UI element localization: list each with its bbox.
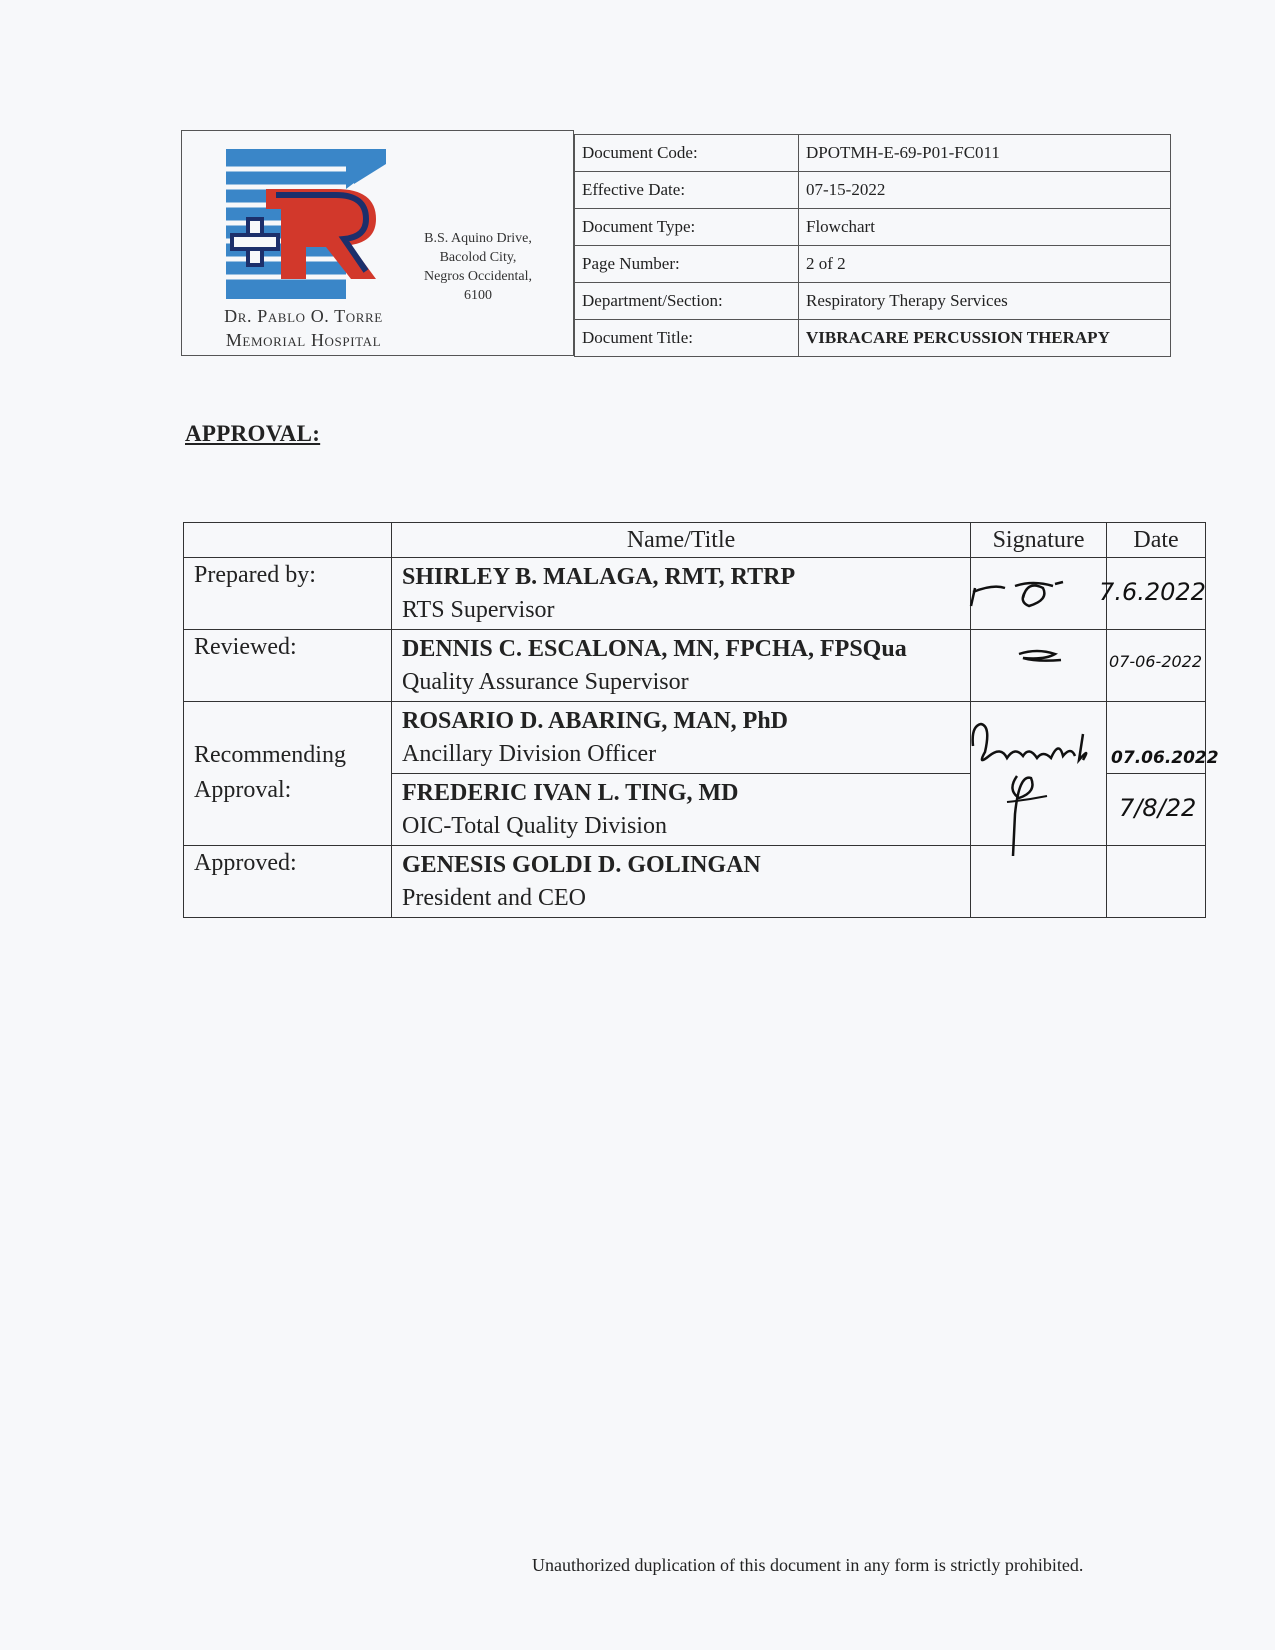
hospital-address [408, 229, 548, 305]
name-title-column-header: Name/Title [391, 523, 970, 558]
meta-label: Document Type: [575, 209, 799, 246]
approval-heading: APPROVAL: [185, 421, 321, 446]
approver-title: OIC-Total Quality Division [401, 813, 667, 839]
meta-row-page-number [575, 246, 1171, 283]
hospital-logo-icon [226, 149, 386, 299]
approver-name: GENESIS GOLDI D. GOLINGAN [401, 852, 761, 878]
meta-row-document-code [575, 135, 1171, 172]
approval-row-approved [184, 846, 1206, 918]
handwritten-date: 07.06.2022 [1111, 748, 1219, 768]
signature-cell [971, 702, 1107, 846]
date-cell [1107, 702, 1219, 774]
meta-label: Page Number: [575, 246, 799, 283]
name-title-cell [391, 630, 970, 702]
approval-row-recommending-1 [184, 702, 1206, 774]
address-line: Bacolod City, [439, 250, 517, 265]
name-title-cell [391, 846, 970, 918]
header-logo-block [181, 130, 574, 356]
meta-label: Document Code: [575, 135, 799, 172]
meta-value: 07-15-2022 [799, 172, 1171, 209]
role-label-text: Recommending Approval: [194, 742, 346, 803]
role-label: Approved: [184, 846, 392, 918]
role-label: Reviewed: [184, 630, 392, 702]
handwritten-signature-icon [971, 630, 1107, 696]
handwritten-signature-icon [963, 558, 1099, 624]
signature-cell [971, 630, 1107, 702]
handwritten-signature-icon [967, 716, 1117, 856]
hospital-name-line2: Memorial Hospital [225, 330, 382, 350]
role-column-header [184, 523, 392, 558]
address-line: B.S. Aquino Drive, [424, 231, 532, 246]
name-title-cell [391, 774, 970, 846]
approval-row-reviewed [184, 630, 1206, 702]
approver-title: Ancillary Division Officer [401, 741, 657, 767]
address-line: Negros Occidental, [423, 269, 533, 284]
meta-label: Document Title: [575, 320, 799, 357]
meta-label: Effective Date: [575, 172, 799, 209]
meta-value: DPOTMH-E-69-P01-FC011 [799, 135, 1171, 172]
approver-title: Quality Assurance Supervisor [401, 669, 689, 695]
meta-row-effective-date [575, 172, 1171, 209]
approval-header-row [184, 523, 1206, 558]
approver-name: ROSARIO D. ABARING, MAN, PhD [401, 708, 789, 734]
address-line: 6100 [464, 288, 492, 303]
date-cell [1107, 774, 1206, 846]
handwritten-date: 7.6.2022 [1099, 578, 1206, 606]
date-cell [1107, 630, 1206, 702]
signature-cell [971, 558, 1107, 630]
meta-value: VIBRACARE PERCUSSION THERAPY [799, 320, 1171, 357]
signature-column-header: Signature [971, 523, 1107, 558]
name-title-cell [391, 702, 970, 774]
signature-cell [971, 846, 1107, 918]
handwritten-date: 7/8/22 [1119, 794, 1197, 822]
role-label: Prepared by: [184, 558, 392, 630]
document-meta-table [574, 134, 1171, 357]
approver-title: President and CEO [401, 885, 586, 911]
approver-name: DENNIS C. ESCALONA, MN, FPCHA, FPSQua [401, 636, 907, 662]
handwritten-date: 07-06-2022 [1109, 652, 1203, 671]
meta-value: 2 of 2 [799, 246, 1171, 283]
role-label [184, 702, 392, 846]
hospital-name-line1: Dr. Pablo O. Torre [224, 306, 383, 326]
approval-table [183, 522, 1219, 918]
date-cell [1107, 846, 1206, 918]
meta-label: Department/Section: [575, 283, 799, 320]
approver-name: SHIRLEY B. MALAGA, RMT, RTRP [401, 564, 796, 590]
meta-row-document-type [575, 209, 1171, 246]
date-cell [1099, 558, 1206, 630]
name-title-cell [391, 558, 970, 630]
meta-row-document-title [575, 320, 1171, 357]
date-column-header: Date [1107, 523, 1206, 558]
meta-value: Respiratory Therapy Services [799, 283, 1171, 320]
footer-notice: Unauthorized duplication of this document in any form is strictly prohibited. [532, 1555, 1084, 1575]
approver-title: RTS Supervisor [401, 597, 555, 623]
approval-row-prepared [184, 558, 1206, 630]
approver-name: FREDERIC IVAN L. TING, MD [401, 780, 739, 806]
hospital-name [182, 304, 425, 352]
meta-row-department [575, 283, 1171, 320]
meta-value: Flowchart [799, 209, 1171, 246]
